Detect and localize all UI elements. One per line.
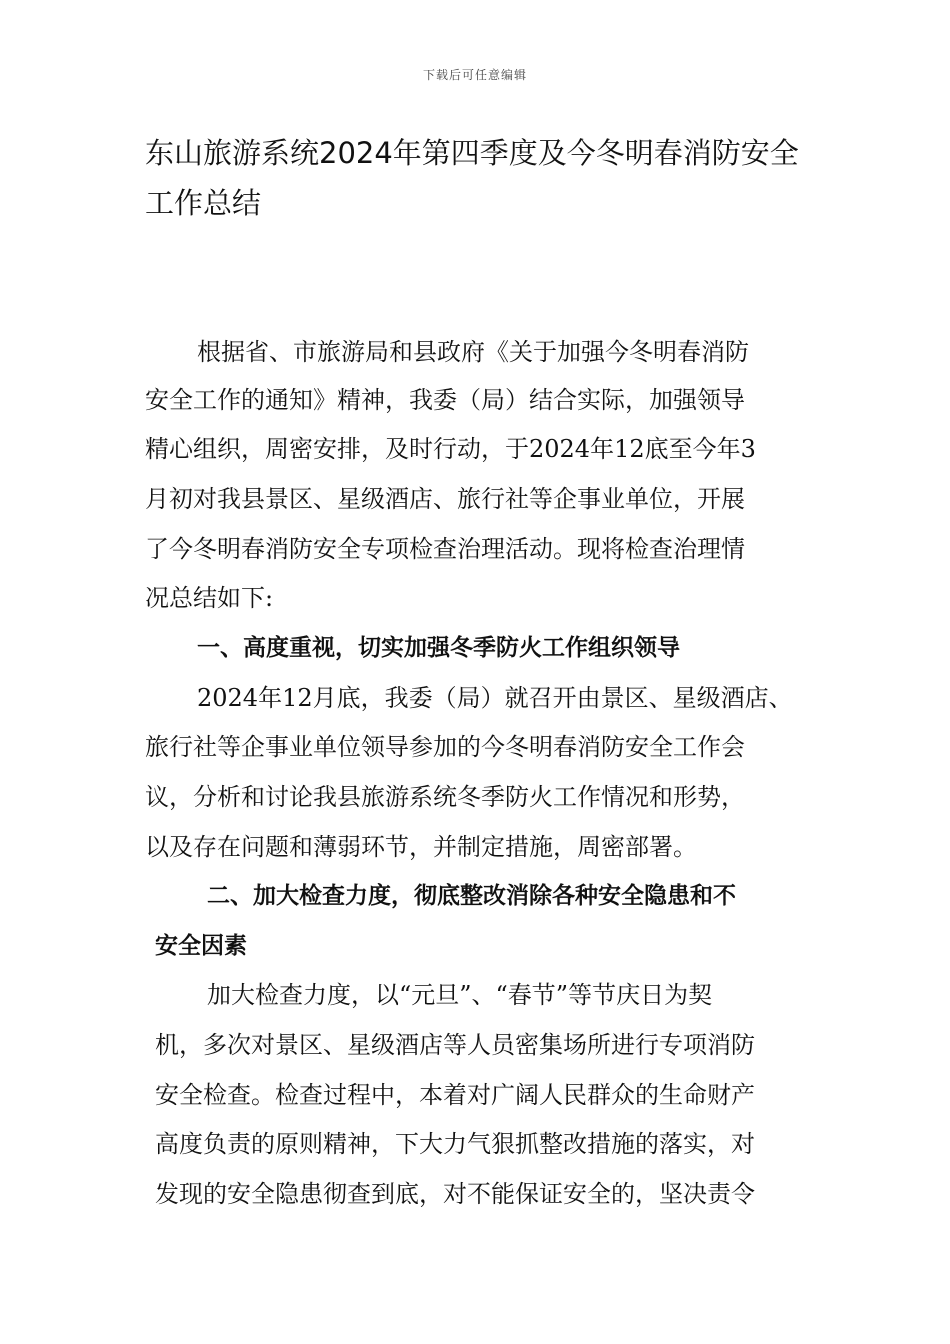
body-line: 况总结如下: — [145, 584, 274, 612]
section-heading: 二、加大检查力度，彻底整改消除各种安全隐患和不 — [207, 883, 736, 909]
body-line: 安全工作的通知》精神，我委（局）结合实际，加强领导 — [145, 386, 745, 414]
body-line: 月初对我县景区、星级酒店、旅行社等企事业单位，开展 — [145, 485, 745, 513]
body-line: 发现的安全隐患彻查到底，对不能保证安全的，坚决责令 — [155, 1180, 755, 1208]
body-line: 安全检查。检查过程中，本着对广阔人民群众的生命财产 — [155, 1081, 755, 1109]
body-line: 以及存在问题和薄弱环节，并制定措施，周密部署。 — [145, 833, 697, 861]
body-line: 旅行社等企事业单位领导参加的今冬明春消防安全工作会 — [145, 733, 745, 761]
body-line: 根据省、市旅游局和县政府《关于加强今冬明春消防 — [197, 338, 749, 366]
section-heading: 安全因素 — [155, 933, 247, 959]
body-line: 议，分析和讨论我县旅游系统冬季防火工作情况和形势， — [145, 783, 745, 811]
body-line: 高度负责的原则精神，下大力气狠抓整改措施的落实，对 — [155, 1130, 755, 1158]
body-line: 2024年12月底，我委（局）就召开由景区、星级酒店、 — [197, 684, 793, 712]
header-note: 下载后可任意编辑 — [422, 68, 527, 82]
body-line: 机，多次对景区、星级酒店等人员密集场所进行专项消防 — [155, 1031, 755, 1059]
body-line: 加大检查力度，以“元旦”、“春节”等节庆日为契 — [207, 981, 713, 1009]
body-line: 精心组织，周密安排，及时行动，于2024年12底至今年3 — [145, 435, 756, 463]
section-heading: 一、高度重视，切实加强冬季防火工作组织领导 — [197, 635, 680, 661]
document-title: 东山旅游系统2024年第四季度及今冬明春消防安全工作总结 — [145, 136, 799, 220]
body-line: 了今冬明春消防安全专项检查治理活动。现将检查治理情 — [145, 535, 745, 563]
